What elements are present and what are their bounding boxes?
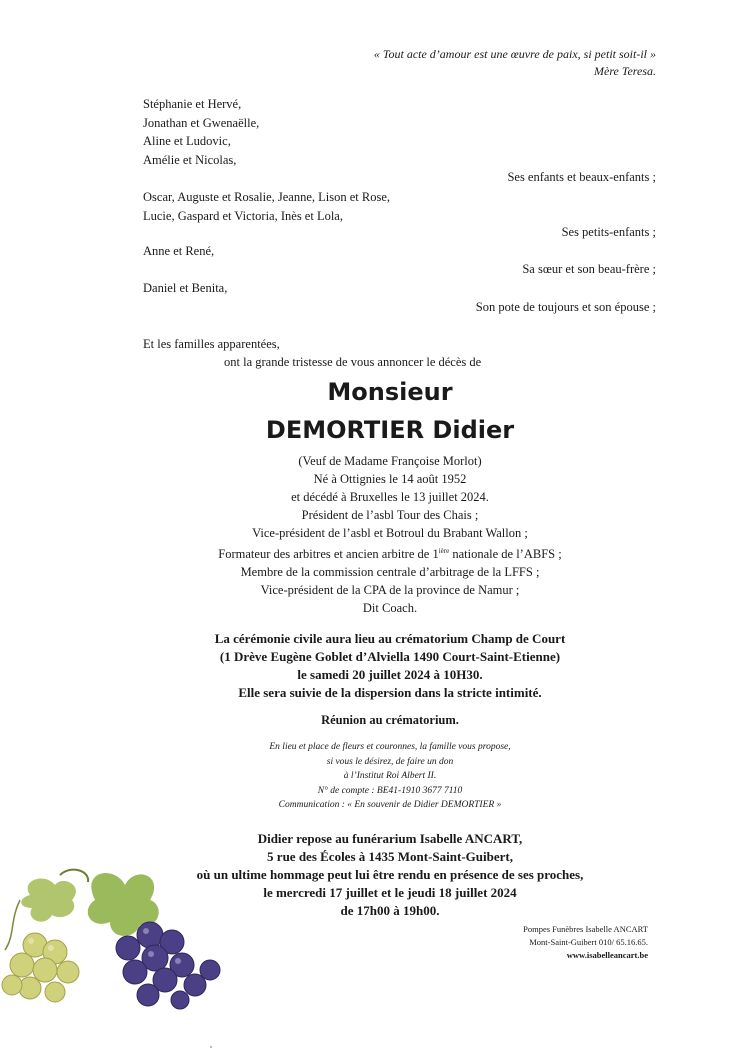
- widower-line: (Veuf de Madame Françoise Morlot): [298, 454, 482, 468]
- friend-line: Daniel et Benita,: [143, 281, 228, 295]
- trainer-text: Formateur des arbitres et ancien arbitre de 1: [218, 547, 439, 562]
- ceremony-block: [0, 630, 744, 702]
- visitation-line: 5 rue des Écoles à 1435 Mont-Saint-Guibert,: [267, 849, 513, 864]
- honorific: Monsieur: [327, 378, 453, 406]
- sister-line: Anne et René,: [143, 244, 215, 258]
- footer-company: Pompes Funèbres Isabelle ANCART: [523, 924, 648, 934]
- page-mark: [210, 1046, 212, 1048]
- grandchild-line: Oscar, Auguste et Rosalie, Jeanne, Lison et Rose,: [143, 190, 391, 204]
- grandchild-line: Lucie, Gaspard et Victoria, Inès et Lola,: [143, 208, 343, 223]
- quote-author: Mère Teresa.: [594, 64, 656, 78]
- grandchildren-list: [143, 188, 390, 225]
- visitation-line: Didier repose au funérarium Isabelle ANCART,: [257, 831, 523, 846]
- child-line: Amélie et Nicolas,: [143, 152, 237, 167]
- donation-line: En lieu et place de fleurs et couronnes, la famille vous propose,: [269, 742, 511, 752]
- ceremony-line: Elle sera suivie de la dispersion dans la stricte intimité.: [238, 685, 542, 700]
- role-line: Vice-président de la CPA de la province de Namur ;: [260, 583, 520, 598]
- ceremony-line: (1 Drève Eugène Goblet d’Alviella 1490 Court-Saint-Etienne): [219, 649, 561, 664]
- grapes-illustration-icon: [0, 860, 240, 1010]
- quote-text: « Tout acte d’amour est une œuvre de paix, si petit soit-il »: [373, 47, 656, 61]
- grandchildren-label: Ses petits-enfants ;: [561, 225, 656, 239]
- footer-website: www.isabelleancart.be: [566, 950, 648, 960]
- donation-block: [0, 740, 744, 813]
- sister-label: Sa sœur et son beau-frère ;: [522, 262, 656, 276]
- donation-line: Communication : « En souvenir de Didier DEMORTIER »: [278, 800, 502, 810]
- families-line: Et les familles apparentées,: [143, 337, 280, 351]
- children-label: Ses enfants et beaux-enfants ;: [507, 170, 656, 184]
- child-line: Jonathan et Gwenaëlle,: [143, 115, 260, 130]
- friend-label: Son pote de toujours et son épouse ;: [475, 300, 656, 314]
- role-line: Vice-président de l’asbl et Botroul du Brabant Wallon ;: [252, 526, 528, 540]
- biography: [0, 452, 744, 617]
- donation-line: à l’Institut Roi Albert II.: [343, 771, 437, 781]
- trainer-line: [0, 542, 744, 563]
- ceremony-line: La cérémonie civile aura lieu au crématorium Champ de Court: [214, 631, 566, 646]
- deceased-name: DEMORTIER Didier: [265, 416, 515, 444]
- died-line: et décédé à Bruxelles le 13 juillet 2024.: [291, 490, 489, 504]
- visitation-line: où un ultime hommage peut lui être rendu en présence de ses proches,: [196, 867, 584, 882]
- trainer-sup: ière: [438, 547, 450, 555]
- trainer-text-end: nationale de l’ABFS ;: [449, 547, 562, 562]
- funeral-home-footer: [523, 923, 648, 962]
- donation-line: N° de compte : BE41-1910 3677 7110: [317, 785, 463, 796]
- role-line: Membre de la commission centrale d’arbitrage de la LFFS ;: [240, 565, 540, 580]
- donation-line: si vous le désirez, de faire un don: [326, 756, 454, 767]
- quote-block: [374, 46, 656, 80]
- announcement-line: ont la grande tristesse de vous annoncer le décès de: [224, 355, 482, 369]
- visitation-line: de 17h00 à 19h00.: [340, 903, 440, 918]
- born-line: Né à Ottignies le 14 août 1952: [313, 472, 467, 486]
- role-line: Dit Coach.: [362, 601, 418, 616]
- reunion-line: Réunion au crématorium.: [321, 713, 459, 727]
- visitation-line: le mercredi 17 juillet et le jeudi 18 juillet 2024: [263, 885, 517, 900]
- child-line: Stéphanie et Hervé,: [143, 97, 242, 111]
- children-list: [143, 95, 259, 169]
- child-line: Aline et Ludovic,: [143, 134, 231, 148]
- role-line: Président de l’asbl Tour des Chais ;: [301, 508, 479, 522]
- footer-address: Mont-Saint-Guibert 010/ 65.16.65.: [529, 937, 648, 947]
- ceremony-line: le samedi 20 juillet 2024 à 10H30.: [297, 667, 483, 682]
